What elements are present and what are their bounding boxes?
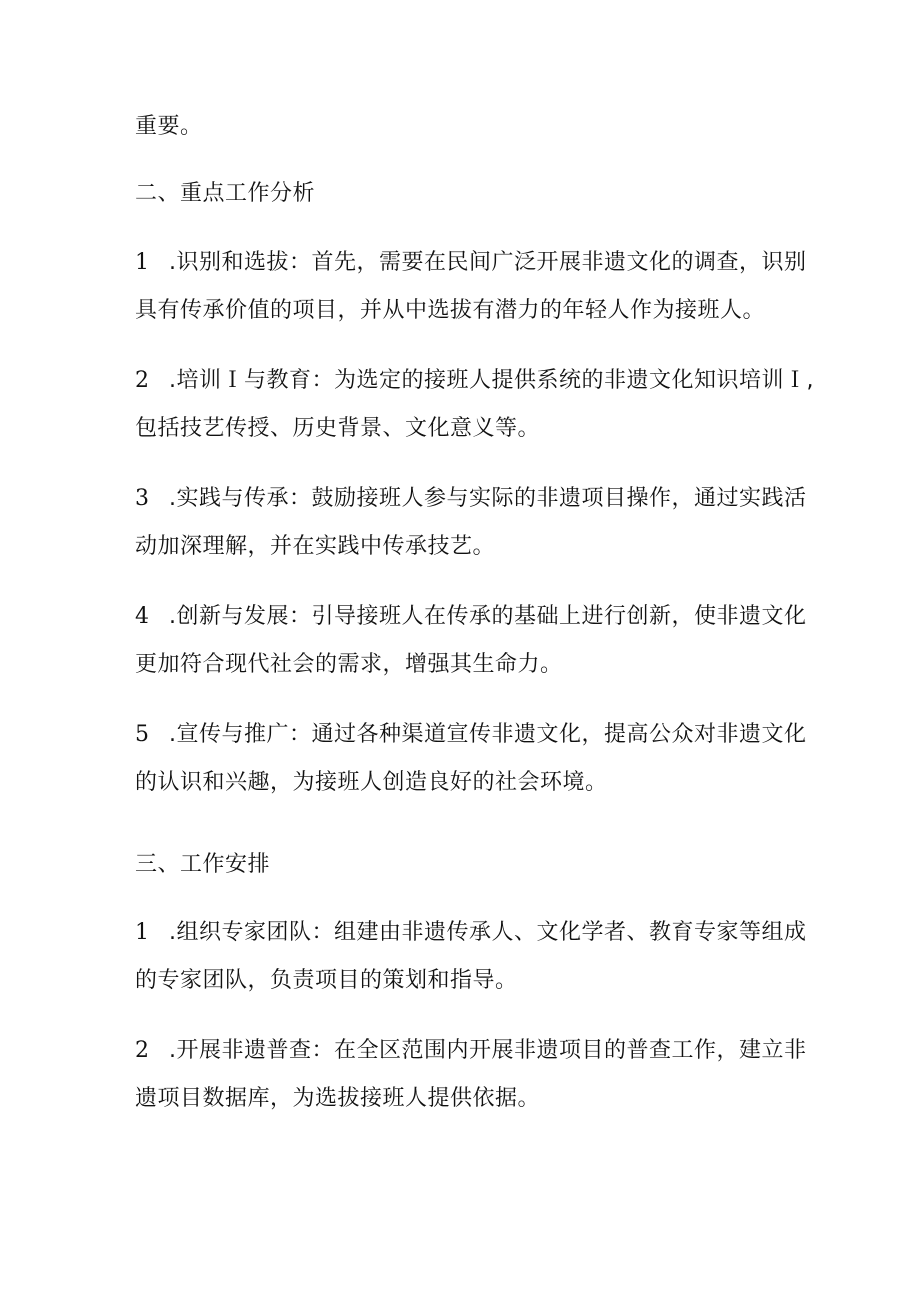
section2-item-4-line-2: 更加符合现代社会的需求，增强其生命力。	[135, 652, 563, 677]
item-text: .组织专家团队：组建由非遗传承人、文化学者、教育专家等组成	[169, 920, 807, 945]
item-number: 5	[135, 722, 150, 747]
item-number: 2	[135, 368, 150, 393]
section2-item-1-line-1	[135, 252, 807, 274]
section2-item-2-line-1	[135, 370, 814, 392]
item-number: 2	[135, 1038, 150, 1063]
section2-item-3-line-2: 动加深理解，并在实践中传承技艺。	[135, 534, 496, 559]
section3-item-2-line-1	[135, 1040, 807, 1062]
section2-item-1-line-2: 具有传承价值的项目，并从中选拔有潜力的年轻人作为接班人。	[135, 298, 766, 323]
item-number: 1	[135, 920, 150, 945]
section3-item-2-line-2: 遗项目数据库，为选拔接班人提供依据。	[135, 1086, 541, 1111]
section2-item-5-line-1	[135, 724, 807, 746]
continuation-text: 重要。	[135, 114, 203, 139]
section2-item-2-line-2: 包括技艺传授、历史背景、文化意义等。	[135, 416, 541, 441]
item-number: 4	[135, 604, 150, 629]
item-text: .创新与发展：引导接班人在传承的基础上进行创新，使非遗文化	[169, 604, 807, 629]
section3-item-1-line-1	[135, 922, 807, 944]
item-number: 1	[135, 250, 150, 275]
section-heading-2: 二、重点工作分析	[135, 181, 316, 206]
item-text: .实践与传承：鼓励接班人参与实际的非遗项目操作，通过实践活	[169, 486, 807, 511]
section3-item-1-line-2: 的专家团队，负责项目的策划和指导。	[135, 968, 518, 993]
section2-item-4-line-1	[135, 606, 807, 628]
section2-item-5-line-2: 的认识和兴趣，为接班人创造良好的社会环境。	[135, 770, 608, 795]
item-text: .宣传与推广：通过各种渠道宣传非遗文化，提高公众对非遗文化	[169, 722, 807, 747]
item-text: .识别和选拔：首先，需要在民间广泛开展非遗文化的调查，识别	[169, 250, 807, 275]
section-heading-3: 三、工作安排	[135, 852, 271, 877]
item-text: .开展非遗普查：在全区范围内开展非遗项目的普查工作，建立非	[169, 1038, 807, 1063]
section2-item-3-line-1	[135, 488, 807, 510]
item-number: 3	[135, 486, 150, 511]
item-text: .培训Ｉ与教育：为选定的接班人提供系统的非遗文化知识培训Ｉ,	[169, 368, 814, 393]
